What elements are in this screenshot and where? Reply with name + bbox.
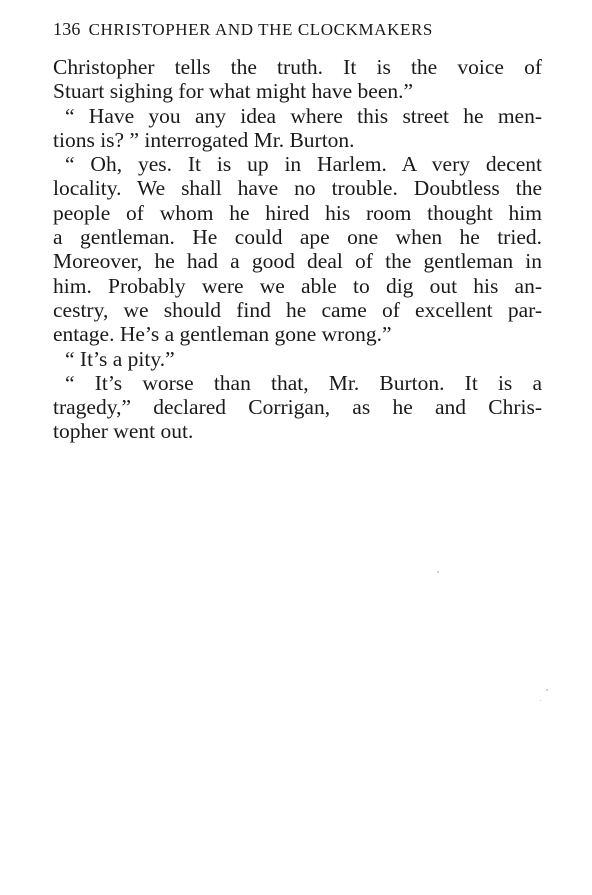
text-line: people of whom he hired his room thought him [53, 200, 542, 225]
body-text [53, 55, 542, 444]
running-title: CHRISTOPHER AND THE CLOCKMAKERS [88, 20, 433, 39]
running-head [53, 16, 543, 43]
text-line: “ It’s a pity.” [65, 346, 175, 371]
text-line: him. Probably were we able to dig out his an- [53, 273, 542, 298]
text-line: “ It’s worse than that, Mr. Burton. It is a [65, 370, 542, 395]
text-line: Moreover, he had a good deal of the gentleman in [53, 249, 542, 274]
text-line: Christopher tells the truth. It is the voice of [53, 55, 542, 79]
text-line: topher went out. [53, 419, 194, 444]
page-number: 136 [53, 19, 81, 39]
text-line: locality. We shall have no trouble. Doubtless the [53, 176, 542, 201]
text-line: “ Oh, yes. It is up in Harlem. A very decent [65, 152, 542, 177]
text-line: tragedy,” declared Corrigan, as he and Chris- [53, 395, 542, 420]
text-line: a gentleman. He could ape one when he tried. [53, 225, 542, 250]
paper-speck [437, 571, 439, 573]
text-line: cestry, we should find he came of excellent par- [53, 297, 542, 322]
text-line: “ Have you any idea where this street he men- [65, 103, 542, 128]
text-line: entage. He’s a gentleman gone wrong.” [53, 322, 392, 347]
paper-speck [546, 689, 548, 691]
text-line: Stuart sighing for what might have been.” [53, 79, 414, 104]
paper-speck [540, 700, 541, 701]
text-line: tions is? ” interrogated Mr. Burton. [53, 127, 355, 152]
